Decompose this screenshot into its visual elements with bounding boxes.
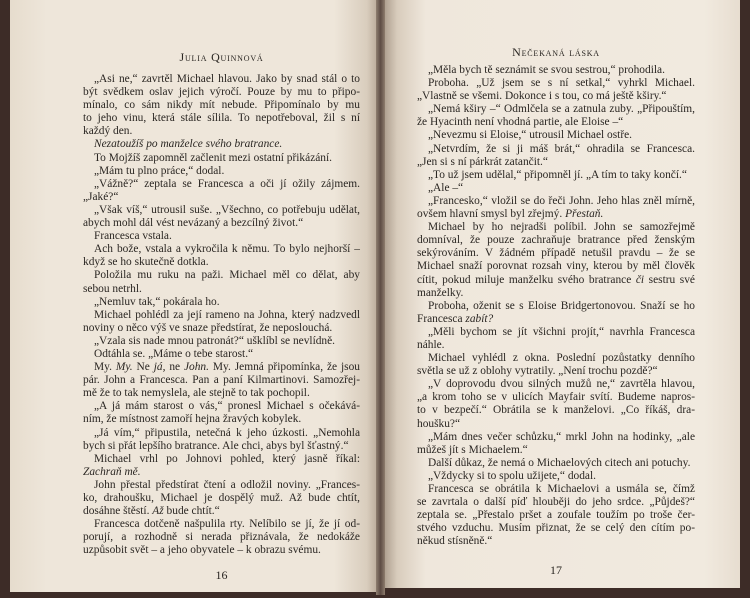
- text-line: Proboha, oženit se s Eloise Bridgertonovou. Snaží se ho: [428, 299, 695, 312]
- text-line: to jeho vinu, která stále sílila. To nepotřeboval, žil s ní: [83, 112, 360, 125]
- text-line: Další důkaz, že nemá o Michaelových citech ani potuchy.: [428, 456, 691, 469]
- paragraph: [83, 204, 360, 230]
- paragraph: [417, 103, 695, 129]
- paragraph: [83, 348, 360, 361]
- text-line: [417, 313, 695, 326]
- text-line: „Nevezmu si Eloise,“ utrousil Michael ostře.: [428, 129, 633, 142]
- text-line: stvého vzduchu. Musím přiznat, že se celý den cítím po-: [417, 522, 695, 535]
- text-line: Ach bože, vstala a vykročila k němu. To bylo nejhorší –: [94, 243, 360, 256]
- paragraph: [83, 427, 360, 453]
- text-line: sekýrováním. V žádném případě netušil pravdu – že se: [417, 247, 695, 260]
- italic-text: či: [635, 273, 645, 286]
- paragraph: [417, 77, 695, 103]
- paragraph: [417, 326, 695, 352]
- paragraph: [417, 195, 695, 221]
- paragraph: [417, 431, 695, 457]
- text-segment: cítit, pokud miluje manželku svého bratrance: [417, 273, 636, 286]
- text-line: [417, 208, 695, 221]
- text-segment: Francesca: [417, 312, 466, 325]
- paragraph: [83, 230, 360, 243]
- paragraph: [417, 64, 695, 77]
- text-segment: bude chtít.“: [163, 505, 220, 518]
- text-line: domníval, že pouze zachraňuje bratrance před ženským: [417, 234, 695, 247]
- paragraph: [417, 352, 695, 378]
- text-line: „Nemá kširy –“ Odmlčela se a zatnula zuby. „Připouštím,: [428, 103, 695, 116]
- paragraph: [83, 178, 360, 204]
- text-line: abych mohl dál vést nevázaný a bezcílný život.“: [83, 217, 304, 230]
- text-segment: dosáhne štěstí.: [83, 505, 153, 518]
- text-line: To Mojžíš zapomněl začlenit mezi ostatní přikázání.: [94, 151, 333, 164]
- paragraph: [83, 479, 360, 518]
- text-line: [83, 361, 360, 374]
- text-line: John přestal předstírat čtení a odložil noviny. „Frances-: [94, 478, 360, 491]
- text-line: [417, 274, 695, 287]
- text-line: Francesca dotčeně našpulila rty. Nelíbilo se jí, že jí od-: [94, 518, 360, 531]
- text-line: „Vážně?“ zeptala se Francesca a oči jí ožily zájmem.: [94, 177, 360, 190]
- left-page-body: [83, 73, 360, 557]
- text-segment: My. Jemná připomínka, že jsou: [208, 361, 360, 374]
- paragraph: [83, 296, 360, 309]
- text-line: sebou netrhl.: [83, 282, 142, 295]
- paragraph: [417, 182, 695, 195]
- text-line: Francesca se obrátila k Michaelovi a usmála se, čímž: [428, 483, 695, 495]
- paragraph: [417, 483, 695, 548]
- text-line: Proboha. „Už jsem se s ní setkal,“ vyhrkl Michael.: [428, 77, 695, 90]
- book-gutter: [376, 0, 385, 595]
- paragraph: [417, 300, 695, 326]
- text-line: porují, a rozhodně si nerada přiznávala, že nedokáže: [83, 531, 360, 544]
- text-segment: ovšem hlavní smysl byl zřejmý.: [417, 208, 566, 221]
- text-line: „V doprovodu dvou silných mužů ne,“ zavrtěla hlavou,: [428, 378, 695, 391]
- paragraph: [417, 378, 695, 430]
- italic-text: Přestaň.: [565, 208, 604, 221]
- text-line: že Hyacinth není vhodná partie, ale Eloise –“: [417, 116, 624, 129]
- text-line: pár. John a Francesca. Pan a paní Kilmartinovi. Samozřej-: [83, 374, 360, 387]
- paragraph: [83, 453, 360, 479]
- italic-text: zabít?: [465, 312, 494, 325]
- text-line: Michael by ho nejradši políbil. John se samozřejmě: [428, 221, 695, 234]
- running-head-right: Nečekaná láska: [512, 45, 600, 59]
- page-number-left: 16: [215, 568, 228, 582]
- text-line: „Však víš,“ utrousil suše. „Všechno, co potřebuju udělat,: [94, 203, 360, 216]
- paragraph: [83, 165, 360, 178]
- text-line: se zavrtala o další píď hlouběji do jeho srdce. „Půjdeš?“: [417, 496, 695, 509]
- text-line: Michael pohlédl za její rameno na Johna, který nadzvedl: [94, 308, 360, 321]
- paragraph: [83, 269, 360, 295]
- text-line: „a krom toho se v ulicích Mayfair svítí. Budeme napros-: [417, 391, 695, 404]
- text-line: Odtáhla se. „Máme o tebe starost.“: [94, 347, 254, 360]
- italic-text: Nezatoužíš po manželce svého bratrance.: [94, 138, 283, 151]
- text-line: manželky.: [417, 286, 464, 299]
- text-line: být svědkem oslav jejich výročí. Pouze by mu to připo-: [83, 86, 360, 99]
- paragraph: [83, 335, 360, 348]
- text-line: „Mám tu plno práce,“ dodal.: [94, 164, 225, 177]
- text-line: „Jaké?“: [83, 190, 119, 203]
- paragraph: [83, 400, 360, 426]
- text-segment: ne: [165, 361, 184, 374]
- italic-text: Až: [152, 505, 164, 518]
- italic-text: Zachraň mě.: [83, 465, 141, 478]
- paragraph: [417, 129, 695, 142]
- text-line: „Francesko,“ vložil se do řeči John. Jeho hlas zněl mírně,: [428, 194, 695, 207]
- paragraph: [83, 309, 360, 335]
- text-line: noviny o něco výš ve snaze předstírat, že neposlouchá.: [83, 321, 333, 334]
- text-line: „Měla bych tě seznámit se svou sestrou,“ prohodila.: [428, 64, 665, 76]
- text-line: „Vzala sis nade mnou patronát?“ ušklíbl se nevlídně.: [94, 334, 336, 347]
- text-line: Michael vrhl po Johnovi pohled, který jasně říkal:: [94, 452, 360, 465]
- paragraph: [83, 138, 360, 151]
- text-segment: Ne: [132, 361, 154, 374]
- paragraph: [83, 361, 360, 400]
- text-line: „Jen si s ní párkrát zatančit.“: [417, 155, 548, 168]
- text-line: [83, 466, 360, 479]
- text-line: to v bezpečí.“ Obrátila se k manželovi. „Co říkáš, dra-: [417, 404, 695, 417]
- text-line: „Měli bychom se jít všichni projít,“ navrhla Francesca: [428, 325, 695, 338]
- text-line: „Já vím,“ připustila, netečná k jeho úzkosti. „Nemohla: [94, 426, 360, 439]
- text-line: „Mám dnes večer schůzku,“ mrkl John na hodinky, „ale: [428, 430, 695, 443]
- paragraph: [83, 518, 360, 557]
- paragraph: [417, 143, 695, 169]
- italic-text: John.: [183, 361, 209, 374]
- text-line: mě že to tak nemyslela, ale stejně to tak pochopil.: [83, 387, 310, 400]
- text-line: „Ale –“: [428, 181, 464, 194]
- text-line: Michael vyhlédl z okna. Poslední pozůstatky denního: [428, 352, 695, 365]
- text-line: každý den.: [83, 125, 133, 138]
- text-line: když se ho skutečně dotkla.: [83, 256, 209, 269]
- text-line: Položila mu ruku na paži. Michael měl co dělat, aby: [94, 269, 360, 282]
- paragraph: [417, 221, 695, 300]
- text-line: zeptala se. „Přestalo pršet a zoufale toužím po troše čer-: [417, 509, 695, 522]
- paragraph: [417, 457, 695, 470]
- paragraph: [83, 243, 360, 269]
- page-number-right: 17: [550, 563, 562, 577]
- text-line: ko, drahoušku, Michael je dospělý muž. Až bude chtít,: [83, 492, 360, 504]
- text-line: „Netvrdím, že si ji máš brát,“ ohradila se Francesca.: [428, 142, 695, 155]
- paragraph: [417, 169, 695, 182]
- text-line: „Vlastně se všemi. Dokonce i s tou, co má ještě kširy.“: [417, 90, 667, 103]
- italic-text: já,: [153, 361, 166, 374]
- text-line: světla se už z oblohy vytratily. „Není trochu pozdě?“: [417, 365, 658, 378]
- running-head-left: Julia Quinnová: [179, 50, 264, 64]
- text-line: [83, 138, 360, 151]
- text-line: [83, 505, 360, 518]
- text-line: „To už jsem udělal,“ připomněl jí. „A tím to taky končí.“: [428, 168, 687, 181]
- text-line: houšku?“: [417, 417, 461, 430]
- text-line: bych si přát lepšího bratrance. Ale chci, abys byl šťastný.“: [83, 439, 349, 452]
- italic-text: My.: [115, 361, 133, 374]
- paragraph: [83, 73, 360, 138]
- text-line: můžeš jít s Michaelem.“: [417, 443, 528, 456]
- text-line: Michael snaží porovnat rozsah viny, kterou by měl člověk: [417, 260, 695, 273]
- text-line: náhle.: [417, 338, 445, 351]
- text-line: někud stísněně.“: [417, 535, 493, 548]
- text-line: uzpůsobit svět – a jeho obyvatele – k obrazu svému.: [83, 544, 321, 557]
- text-segment: My.: [94, 361, 116, 374]
- text-line: „A já mám starost o vás,“ pronesl Michael s očekává-: [94, 400, 360, 413]
- paragraph: [417, 470, 695, 483]
- text-line: mínalo, co sám nikdy mít nebude. Připomínalo by mu: [83, 99, 360, 112]
- text-line: „Vždycky si to spolu užijete,“ dodal.: [428, 469, 596, 482]
- text-line: „Asi ne,“ zavrtěl Michael hlavou. Jako by snad stál o to: [94, 73, 360, 85]
- paragraph: [83, 152, 360, 165]
- text-line: Francesca vstala.: [94, 230, 172, 243]
- right-page-body: [417, 64, 695, 548]
- text-line: ním, že místnost zamoří hejna žravých kobylek.: [83, 413, 302, 426]
- text-segment: sestru své: [644, 273, 695, 286]
- text-line: „Nemluv tak,“ pokárala ho.: [94, 295, 220, 308]
